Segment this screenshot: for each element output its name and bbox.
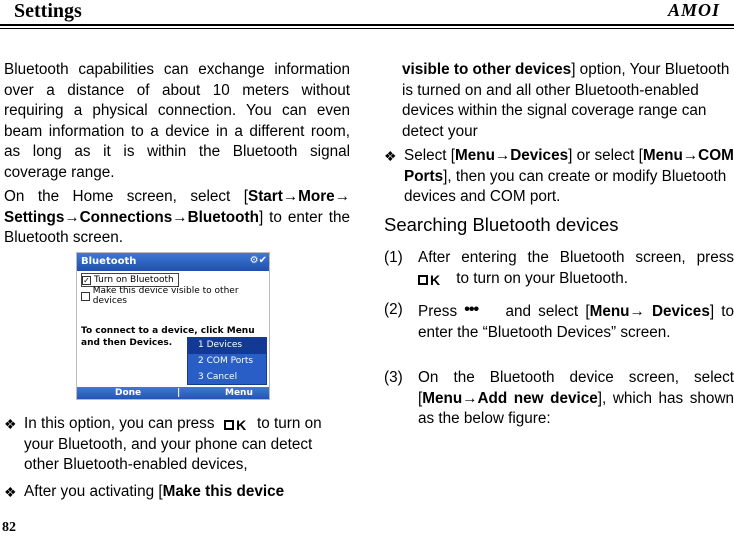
bullet-menu-post: ], then you can create or modify Bluetooth devices and COM port.: [404, 167, 727, 205]
step-3: [384, 368, 734, 430]
right-continuation: [402, 60, 732, 142]
step-2-bold: Menu→ Devices: [589, 303, 710, 320]
status-icons: ⚙✔: [249, 255, 267, 266]
bullet-ok-option: [4, 414, 350, 476]
bluetooth-screenshot: [76, 252, 270, 400]
step-2-mid: and select [: [505, 303, 590, 320]
diamond-bullet-icon: ❖: [4, 416, 17, 432]
step-2-text: [384, 300, 734, 343]
diamond-bullet-icon: ❖: [384, 148, 397, 164]
page-title: Settings: [14, 0, 82, 22]
header-rule: [0, 24, 734, 26]
ok-letter: K: [236, 417, 248, 433]
step-1-number: (1): [384, 249, 403, 266]
home-prefix: On the Home screen, select [: [4, 188, 248, 205]
screenshot-title: Bluetooth: [81, 256, 137, 267]
menu-item-cancel[interactable]: 3 Cancel: [198, 372, 238, 382]
popup-menu: [187, 337, 267, 385]
step-2-post: ] to enter the “Bluetooth Devices” screen.: [418, 303, 734, 341]
checkbox-checked-icon: ✓: [83, 275, 90, 285]
left-column: [4, 60, 350, 249]
step-2-number: (2): [384, 301, 403, 318]
home-paragraph: [4, 187, 350, 249]
bullet-menu-pre: Select [: [404, 147, 456, 164]
ok-key-icon: [219, 415, 253, 433]
home-suffix: ] to enter the Bluetooth screen.: [4, 208, 350, 246]
bullet1-text: [4, 414, 350, 476]
step-3-bold: Menu→Add new device: [422, 389, 598, 407]
diamond-bullet-icon: ❖: [4, 484, 17, 500]
bullet2-prefix: After you activating [: [24, 483, 163, 500]
dots-key-icon: •••: [464, 301, 479, 318]
connect-info-text: To connect to a device, click Menu and then Devices.: [81, 326, 255, 348]
step-3-pre: On the Bluetooth device screen, select [: [418, 369, 734, 407]
step-1-pre: After entering the Bluetooth screen, press: [418, 249, 734, 266]
bullet-menu-select: [384, 146, 734, 208]
menu-item-com-ports[interactable]: 2 COM Ports: [198, 356, 254, 366]
bullet1-prefix: In this option, you can press: [24, 415, 215, 432]
bullet2-text: [4, 482, 350, 503]
menu-item-devices[interactable]: 1 Devices: [188, 338, 266, 354]
visible-device-checkbox[interactable]: [81, 286, 269, 306]
checkbox2-label: Make this device visible to other devices: [92, 286, 239, 306]
bullet-menu-text: [384, 146, 734, 208]
header-rule-thin: [0, 28, 734, 29]
step-1-text: [384, 248, 734, 289]
step-2-pre: Press: [418, 303, 458, 320]
done-softkey[interactable]: Done: [115, 388, 142, 398]
menu-softkey[interactable]: Menu: [225, 388, 253, 398]
softkey-bar: [77, 387, 270, 400]
ok-square-icon: [224, 420, 234, 430]
bullet-menu-mid: ] or select [: [568, 147, 643, 164]
step-1-post: to turn on your Bluetooth.: [456, 269, 629, 287]
ok-square-icon: [418, 275, 428, 285]
bullet2-bold: Make this device: [162, 483, 285, 500]
step-3-post: ], which has shown as the below figure:: [418, 389, 734, 427]
brand-logo: AMOI: [668, 0, 721, 20]
ok-key-icon: [418, 270, 452, 288]
checkbox-unchecked-icon: [81, 292, 90, 301]
ok-letter: K: [430, 271, 442, 288]
step-1: [384, 248, 734, 289]
page-number: 82: [2, 520, 16, 535]
cont-bold: visible to other devices: [402, 61, 572, 78]
turn-on-bluetooth-checkbox[interactable]: [81, 273, 179, 287]
softkey-separator: |: [177, 388, 181, 398]
bullet-menu-devices: Menu→Devices: [455, 147, 569, 164]
step-2: [384, 300, 734, 343]
bullet-menu-com-ports: Menu→COM Ports: [404, 147, 734, 185]
section-heading: Searching Bluetooth devices: [384, 214, 619, 235]
bullet-activating: [4, 482, 350, 503]
screenshot-titlebar: [77, 253, 270, 271]
checkbox1-label: Turn on Bluetooth: [94, 275, 174, 285]
bullet1-suffix: to turn on your Bluetooth, and your phone can detect other Bluetooth-enabled devices,: [24, 415, 322, 473]
intro-paragraph: Bluetooth capabilities can exchange information over a distance of about 10 meters without requiring a physical connection. You can even beam information to a device in a different room, as long as it is within the Bluetooth signal coverage range.: [4, 61, 350, 181]
home-path: Start→More→ Settings→Connections→Bluetooth: [4, 188, 350, 226]
cont-rest: ] option, Your Bluetooth is turned on and all other Bluetooth-enabled devices within the signal coverage range can detect your: [402, 61, 730, 140]
step-3-number: (3): [384, 369, 403, 386]
step-3-text: [384, 368, 734, 430]
